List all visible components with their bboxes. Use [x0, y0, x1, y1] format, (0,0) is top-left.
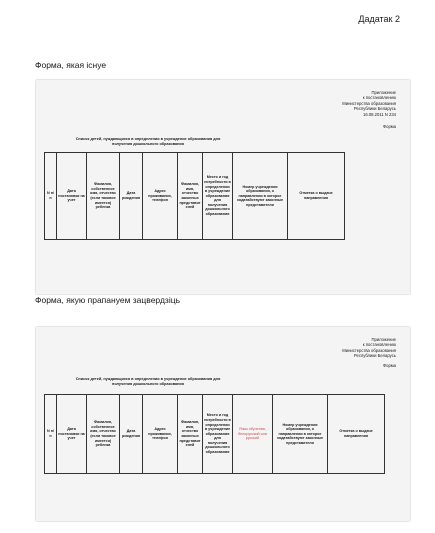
table-title — [58, 377, 238, 387]
column-header: Отметка о выдаче направления — [328, 395, 385, 474]
approval-block — [342, 337, 396, 359]
column-header: Дата постановки на учет — [57, 153, 87, 240]
column-header: N п/п — [45, 395, 57, 474]
column-header: Дата рождения — [120, 395, 143, 474]
column-header: N п/п — [45, 153, 57, 240]
column-header: Фамилия, имя, отчество законных представителей — [178, 395, 203, 474]
proposed-form-title: Форма, якую прапануем зацвердзіць — [35, 295, 180, 305]
table-title — [58, 137, 238, 147]
column-header: Место и год потребности в определении в учреждение образования для получения дошкольного образования — [203, 395, 233, 474]
appendix-label: Дадатак 2 — [358, 14, 400, 24]
column-header: Дата постановки на учет — [57, 395, 87, 474]
language-column-header: Язык обучения, белорусский или русский — [233, 395, 273, 474]
table-header-row — [45, 395, 385, 474]
existing-form-scan — [36, 80, 410, 294]
table-header-row — [45, 153, 345, 240]
column-header: Адрес проживания, телефон — [143, 395, 178, 474]
proposed-form-scan — [36, 327, 410, 521]
table-title-line: Список детей, нуждающихся в определении в учреждение образования для — [75, 137, 221, 141]
approval-line: Министерства образования — [342, 347, 396, 353]
approval-line: Приложение — [371, 337, 396, 342]
column-header: Номер учреждения образования, о направлении в которое ходатайствуют законные представители — [273, 395, 328, 474]
column-header: Место и год потребности в определении в учреждение образования для получения дошкольного образования — [203, 153, 233, 240]
approval-line: Приложение — [371, 90, 396, 95]
form-label: Форма — [382, 124, 396, 129]
children-list-table — [44, 152, 345, 240]
column-header: Адрес проживания, телефон — [143, 153, 178, 240]
children-list-table — [44, 394, 385, 474]
table-title-line: Список детей, нуждающихся в определении в учреждение образования для — [75, 377, 221, 381]
approval-line: Республики Беларусь — [353, 106, 396, 112]
approval-line: Министерства образования — [342, 100, 396, 106]
column-header: Номер учреждения образования, о направлении в которое ходатайствуют законные представители — [233, 153, 288, 240]
approval-line: к постановлению — [362, 342, 396, 348]
column-header: Фамилия, собственное имя, отчество (если таковое имеется) ребенка — [87, 395, 120, 474]
column-header: Фамилия, имя, отчество законных представителей — [178, 153, 203, 240]
approval-block — [342, 90, 396, 117]
approval-line: к постановлению — [362, 95, 396, 101]
approval-line: Республики Беларусь — [353, 353, 396, 359]
table-title-line: получения дошкольного образования — [112, 382, 184, 386]
table-title-line: получения дошкольного образования — [112, 142, 184, 146]
existing-form-title: Форма, якая існуе — [35, 60, 107, 70]
form-label: Форма — [382, 363, 396, 368]
column-header: Отметка о выдаче направления — [288, 153, 345, 240]
approval-line: 16.08.2011 N 234 — [363, 111, 396, 117]
column-header: Дата рождения — [120, 153, 143, 240]
column-header: Фамилия, собственное имя, отчество (если таковое имеется) ребенка — [87, 153, 120, 240]
